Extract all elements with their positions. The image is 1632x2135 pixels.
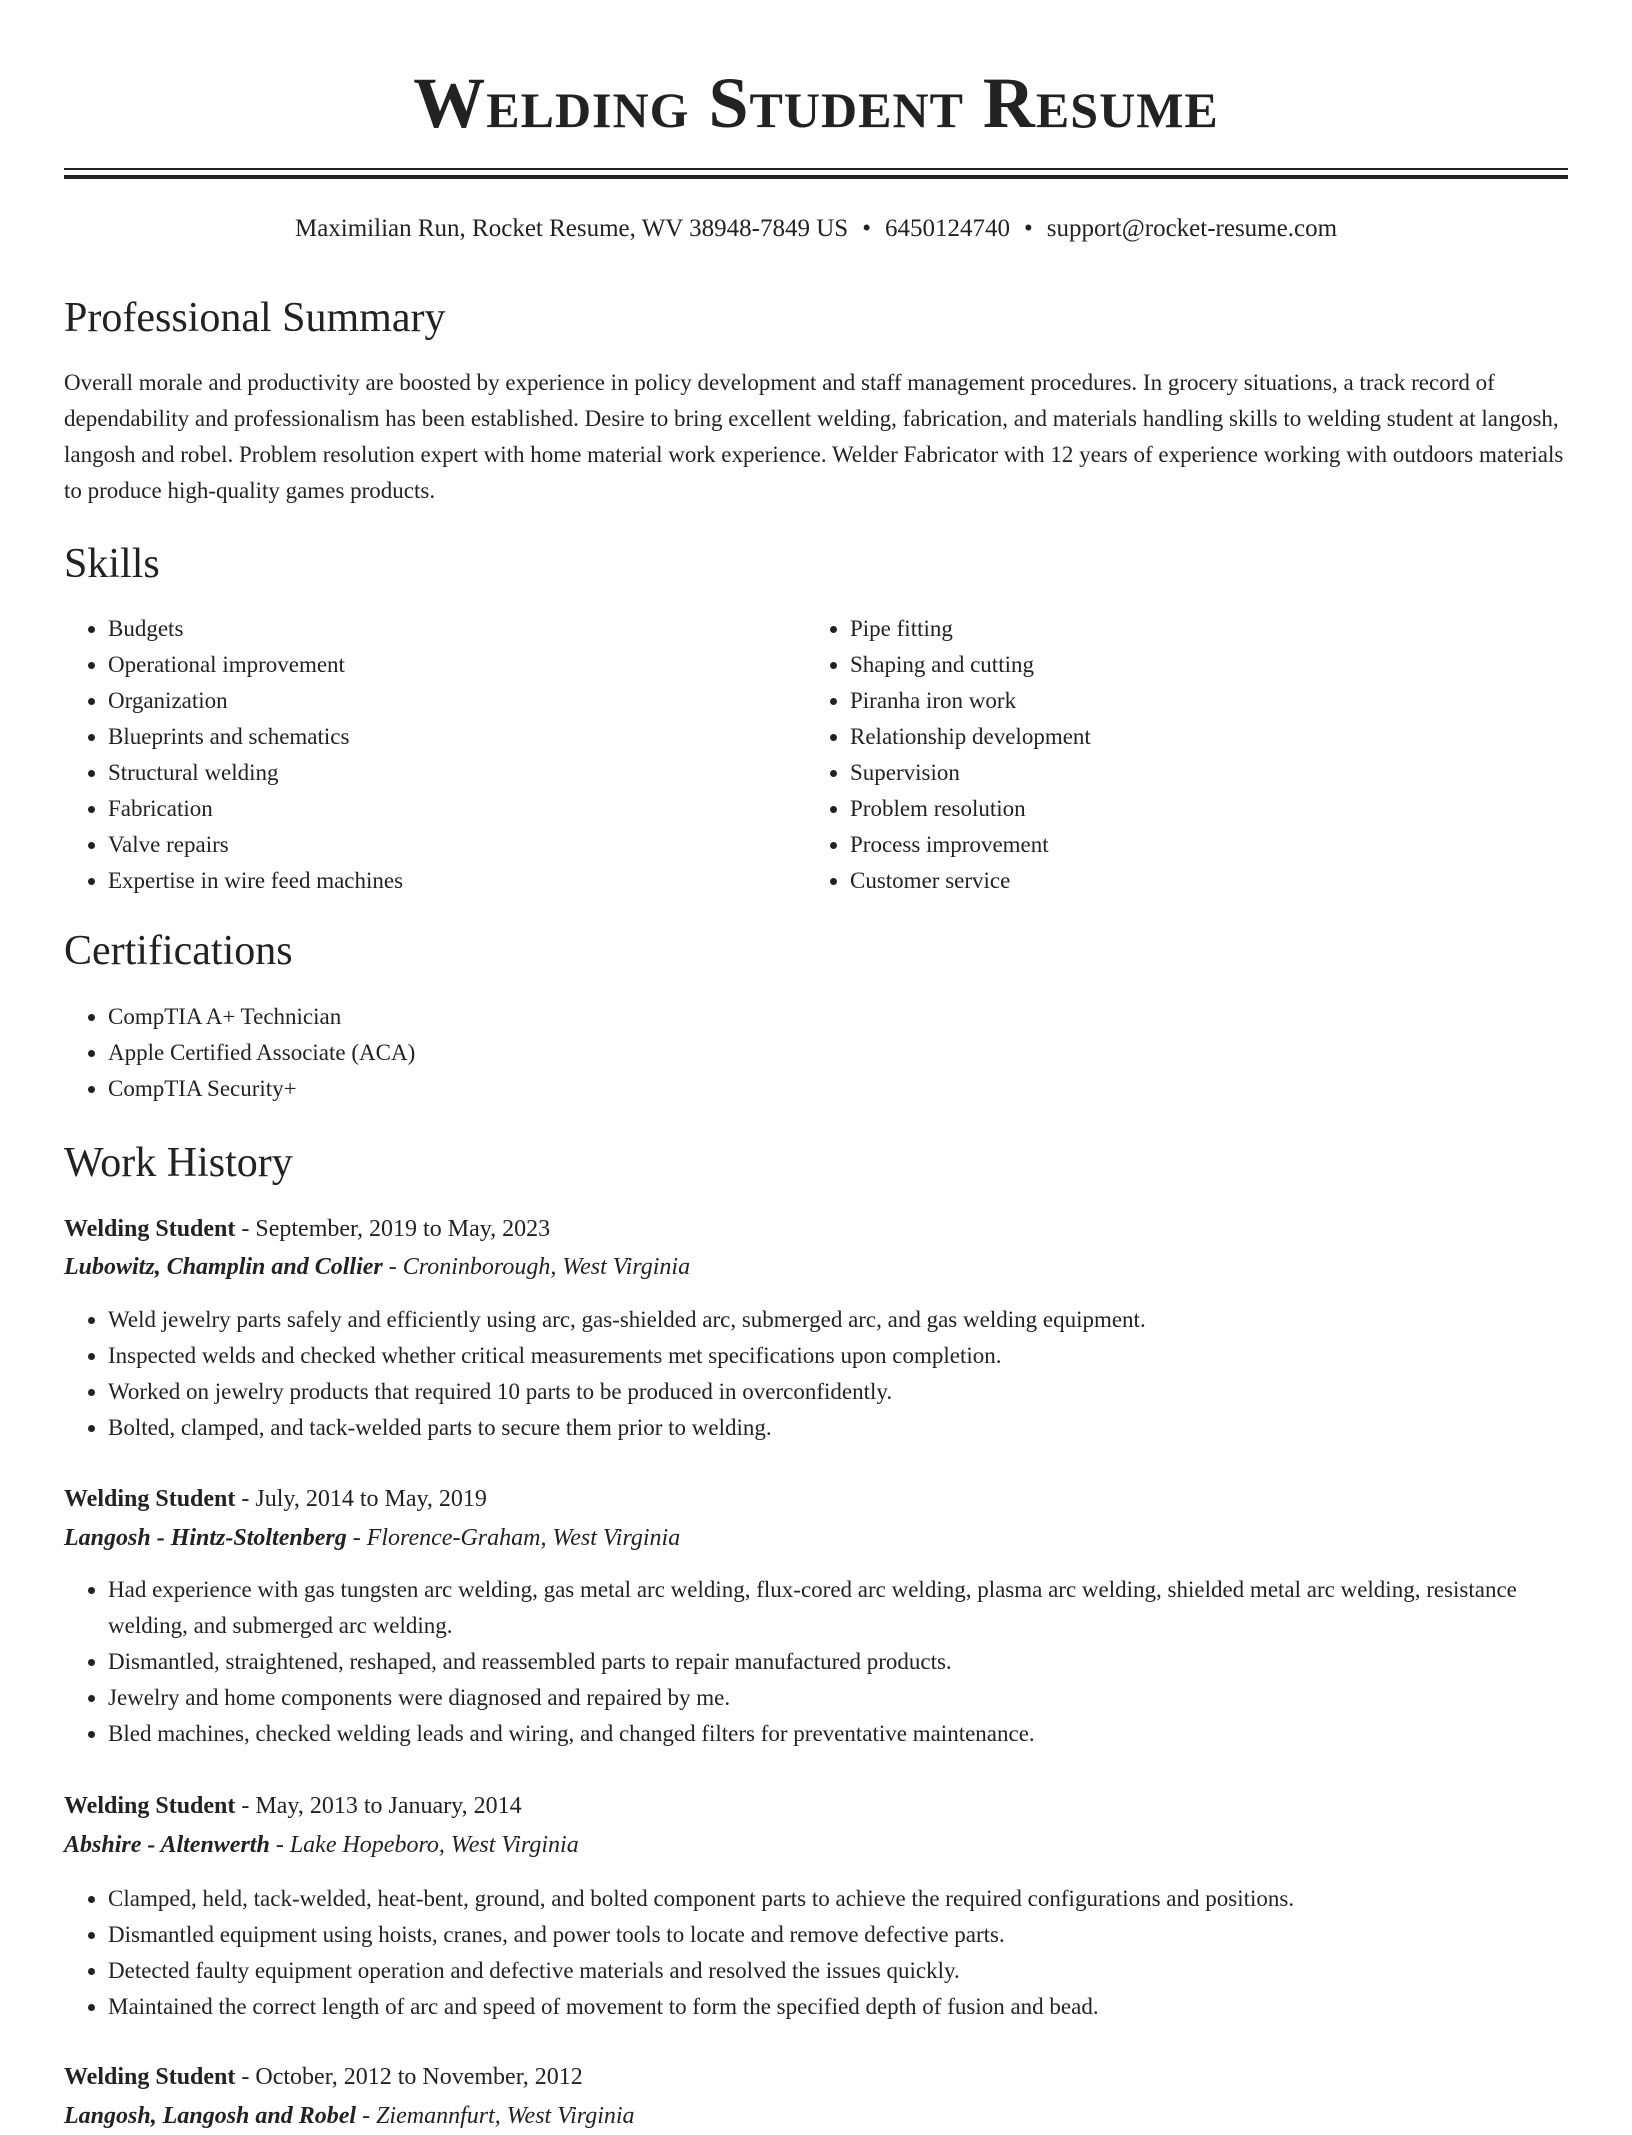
job-company-line xyxy=(64,2097,635,2135)
skill-item: • Problem resolution xyxy=(850,791,1550,827)
skill-item: • Shaping and cutting xyxy=(850,647,1550,683)
skill-item: • Process improvement xyxy=(850,827,1550,863)
skill-item: • Piranha iron work xyxy=(850,683,1550,719)
job-dates: - July, 2014 to May, 2019 xyxy=(235,1486,487,1512)
job-company: Abshire - Altenwerth xyxy=(64,1832,270,1858)
skill-item: • Budgets xyxy=(108,611,808,647)
certifications-heading: Certifications xyxy=(64,928,293,974)
contact-address: Maximilian Run, Rocket Resume, WV 38948-7849 US xyxy=(294,215,849,242)
skills-list-right xyxy=(806,611,1550,899)
job-bullet: • Weld jewelry parts safely and efficiently using arc, gas-shielded arc, submerged arc, and gas welding equipment. xyxy=(108,1302,1568,1338)
skill-item: • Pipe fitting xyxy=(850,611,1550,647)
skill-item: • Relationship development xyxy=(850,719,1550,755)
contact-email: support@rocket-resume.com xyxy=(1046,215,1338,242)
job-company: Langosh, Langosh and Robel xyxy=(64,2103,357,2129)
job-company: Lubowitz, Champlin and Collier xyxy=(64,1254,383,1280)
contact-separator: • xyxy=(1023,215,1033,242)
job-bullet: • Detected faulty equipment operation and defective materials and resolved the issues quickly. xyxy=(108,1953,1568,1989)
job-location: - Croninborough, West Virginia xyxy=(382,1254,691,1280)
job-company: Langosh - Hintz-Stoltenberg xyxy=(64,1525,347,1551)
job-bullet: • Bled machines, checked welding leads and wiring, and changed filters for preventative maintenance. xyxy=(108,1716,1568,1752)
contact-line xyxy=(64,212,1568,246)
job-title: Welding Student xyxy=(64,2064,236,2090)
title-divider-thin xyxy=(64,168,1568,170)
skill-item: • Structural welding xyxy=(108,755,808,791)
job-header xyxy=(64,2058,583,2096)
job-bullet: • Maintained the correct length of arc and speed of movement to form the specified depth of fusion and bead. xyxy=(108,1989,1568,2025)
job-dates: - September, 2019 to May, 2023 xyxy=(235,1216,551,1242)
contact-separator: • xyxy=(862,215,871,242)
job-bullet: • Had experience with gas tungsten arc welding, gas metal arc welding, flux-cored arc welding, plasma arc welding, shielded metal arc welding, resistance welding, and submerged arc welding. xyxy=(108,1572,1568,1644)
skill-item: • Expertise in wire feed machines xyxy=(108,863,808,899)
skills-list-left xyxy=(64,611,808,899)
job-bullet: • Inspected welds and checked whether critical measurements met specifications upon completion. xyxy=(108,1338,1568,1374)
resume-title: Welding Student Resume xyxy=(413,63,1219,143)
job-bullets xyxy=(64,1302,1568,1446)
job-bullet: • Bolted, clamped, and tack-welded parts to secure them prior to welding. xyxy=(108,1410,1568,1446)
job-header xyxy=(64,1210,550,1248)
skill-item: • Fabrication xyxy=(108,791,808,827)
skill-item: • Customer service xyxy=(850,863,1550,899)
certifications-list xyxy=(64,999,1568,1107)
certification-item: • Apple Certified Associate (ACA) xyxy=(108,1035,1568,1071)
skill-item: • Supervision xyxy=(850,755,1550,791)
job-bullet: • Dismantled equipment using hoists, cranes, and power tools to locate and remove defective parts. xyxy=(108,1917,1568,1953)
job-company-line xyxy=(64,1248,690,1286)
job-bullet: • Dismantled, straightened, reshaped, and reassembled parts to repair manufactured products. xyxy=(108,1644,1568,1680)
title-divider-thick xyxy=(64,175,1568,179)
skill-item: • Organization xyxy=(108,683,808,719)
job-header xyxy=(64,1787,522,1825)
job-title: Welding Student xyxy=(64,1486,236,1512)
summary-heading: Professional Summary xyxy=(64,295,446,341)
certification-item: • CompTIA A+ Technician xyxy=(108,999,1568,1035)
work-heading: Work History xyxy=(64,1140,293,1186)
skill-item: • Blueprints and schematics xyxy=(108,719,808,755)
skills-heading: Skills xyxy=(64,541,160,587)
job-bullet: • Worked on jewelry products that required 10 parts to be produced in overconfidently. xyxy=(108,1374,1568,1410)
job-location: - Florence-Graham, West Virginia xyxy=(346,1525,681,1551)
summary-text: Overall morale and productivity are boosted by experience in policy development and staff management procedures. In grocery situations, a track record of dependability and professionalism has been established. Desire to bring excellent welding, fabrication, and materials handling skills to welding student at langosh, langosh and robel. Problem resolution expert with home material work experience. Welder Fabricator with 12 years of experience working with outdoors materials to produce high-quality games products. xyxy=(64,370,1564,503)
job-dates: - October, 2012 to November, 2012 xyxy=(235,2064,583,2090)
skill-item: • Valve repairs xyxy=(108,827,808,863)
job-title: Welding Student xyxy=(64,1793,236,1819)
job-location: - Lake Hopeboro, West Virginia xyxy=(269,1832,579,1858)
job-header xyxy=(64,1480,487,1518)
job-dates: - May, 2013 to January, 2014 xyxy=(235,1793,522,1819)
job-bullet: • Jewelry and home components were diagnosed and repaired by me. xyxy=(108,1680,1568,1716)
job-company-line xyxy=(64,1826,579,1864)
resume-content xyxy=(64,0,1568,2129)
job-title: Welding Student xyxy=(64,1216,236,1242)
skill-item: • Operational improvement xyxy=(108,647,808,683)
job-bullet: • Clamped, held, tack-welded, heat-bent, ground, and bolted component parts to achieve the required configurations and positions. xyxy=(108,1881,1568,1917)
job-company-line xyxy=(64,1519,680,1557)
job-location: - Ziemannfurt, West Virginia xyxy=(356,2103,635,2129)
contact-phone: 6450124740 xyxy=(884,215,1010,242)
job-bullets xyxy=(64,1572,1568,1752)
job-bullets xyxy=(64,1881,1568,2025)
certification-item: • CompTIA Security+ xyxy=(108,1071,1568,1107)
